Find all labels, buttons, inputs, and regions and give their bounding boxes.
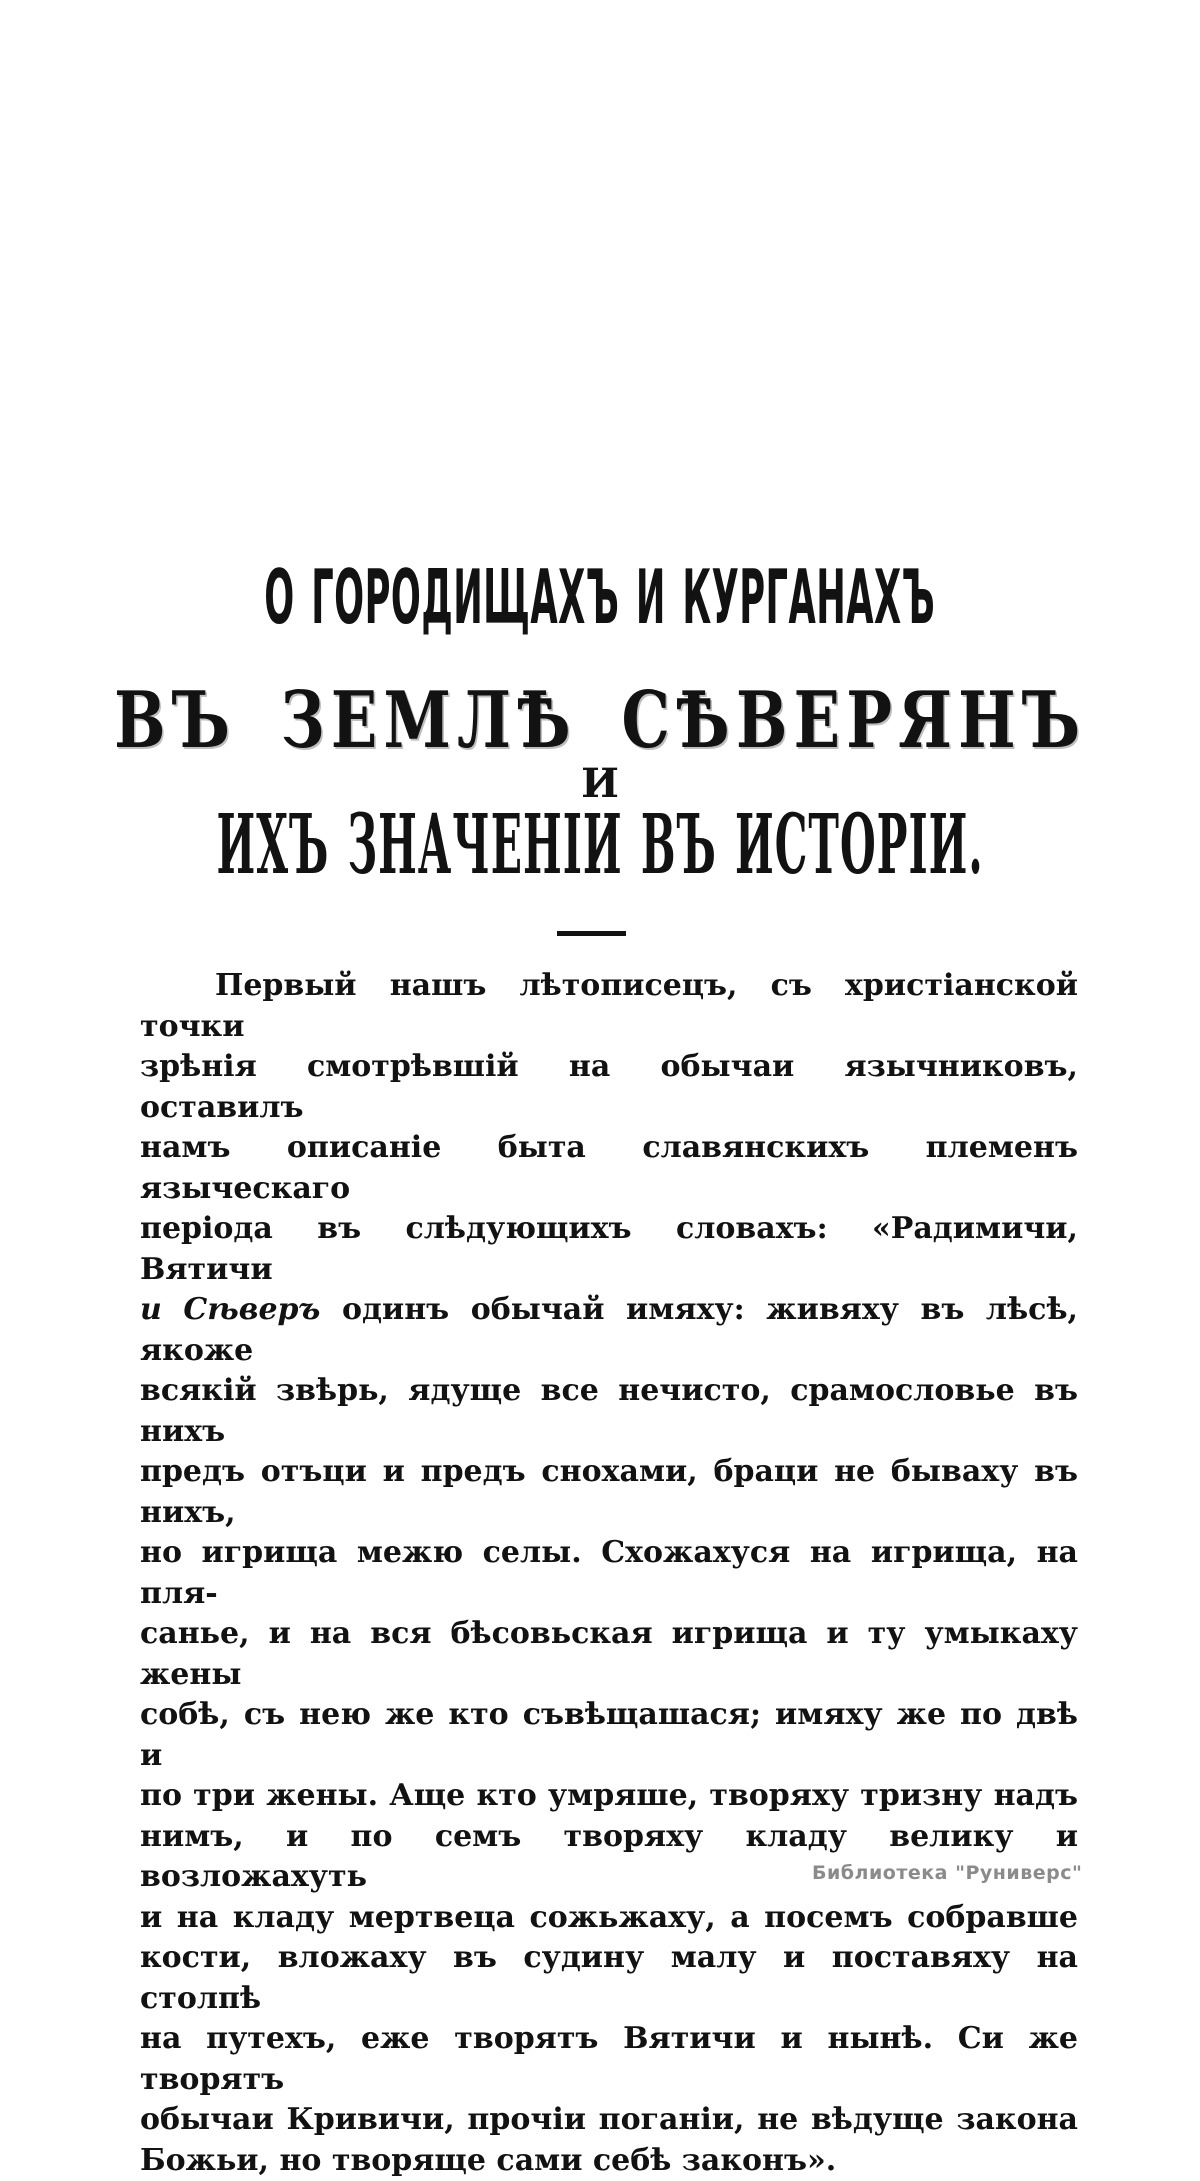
title-line-1 — [0, 560, 1200, 635]
title-line-3-text: ИХЪ ЗНАЧЕНІИ ВЪ ИСТОРІИ. — [216, 804, 983, 886]
body-line: зрѣнія смотрѣвшій на обычаи язычниковъ, оставилъ — [140, 1047, 1078, 1128]
body-line: по три жены. Аще кто умряше, творяху тризну надъ — [140, 1776, 1078, 1817]
body-line: собѣ, съ нею же кто съвѣщашася; имяху же по двѣ и — [140, 1695, 1078, 1776]
body-line: кости, вложаху въ судину малу и поставяху на столпѣ — [140, 1938, 1078, 2019]
body-line: періода въ слѣдующихъ словахъ: «Радимичи, Вятичи — [140, 1209, 1078, 1290]
title-line-2-text: ВЪ ЗЕМЛѢ СѢВЕРЯНЪ — [114, 682, 1086, 760]
body-line — [140, 1290, 1078, 1371]
library-watermark: Библиотека "Руниверс" — [812, 1864, 1082, 1883]
body-line: обычаи Кривичи, прочіи поганіи, не вѣдуще закона — [140, 2100, 1078, 2141]
title-line-2 — [0, 682, 1200, 760]
body-line-rest: одинъ обычай имяху: живяху въ лѣсѣ, якоже — [140, 1292, 1078, 1368]
body-line: Божьи, но творяще сами себѣ законъ». — [140, 2141, 1078, 2181]
body-line: намъ описаніе быта славянскихъ племенъ языческаго — [140, 1128, 1078, 1209]
body-line: но игрища межю селы. Схожахуся на игрища, на пля- — [140, 1533, 1078, 1614]
title-line-3 — [0, 804, 1200, 886]
body-line: всякій звѣрь, ядуще все нечисто, срамословье въ нихъ — [140, 1371, 1078, 1452]
body-line-italic-lead: и Сѣверъ — [140, 1292, 320, 1327]
title-line-1-text: О ГОРОДИЩАХЪ И КУРГАНАХЪ — [265, 560, 936, 635]
body-line: предъ отъци и предъ снохами, браци не бываху въ нихъ, — [140, 1452, 1078, 1533]
body-line: и на кладу мертвеца сожьжаху, а посемъ собравше — [140, 1898, 1078, 1939]
body-line: на путехъ, еже творятъ Вятичи и нынѣ. Си же творятъ — [140, 2019, 1078, 2100]
body-line: Первый нашъ лѣтописецъ, съ христіанской точки — [140, 966, 1078, 1047]
body-line: санье, и на вся бѣсовьская игрища и ту умыкаху жены — [140, 1614, 1078, 1695]
body-line: нимъ, и по семъ творяху кладу велику и возложахуть — [140, 1817, 1078, 1898]
body-paragraph — [140, 966, 1078, 2181]
title-conjunction-text: И — [581, 764, 619, 804]
title-divider-rule — [557, 931, 626, 936]
